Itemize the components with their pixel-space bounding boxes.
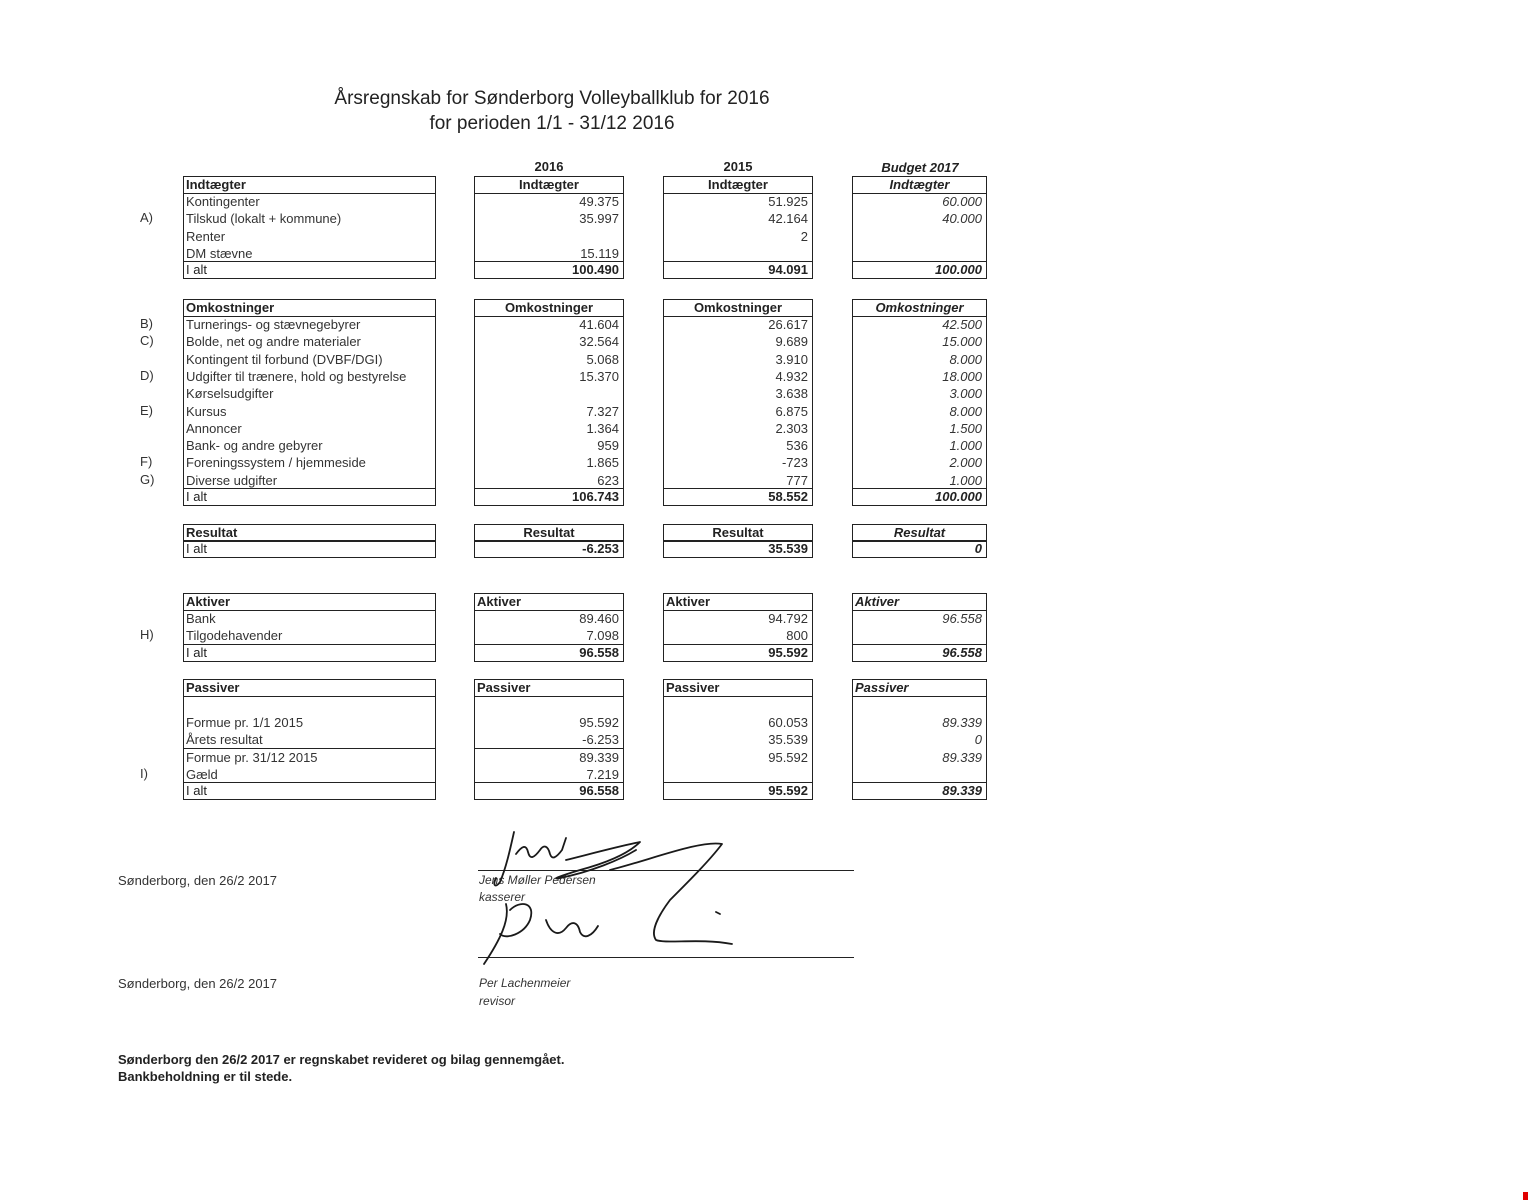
expenses-cell-v2015: 9.689 <box>775 334 808 350</box>
expenses-row-label: Udgifter til trænere, hold og bestyrelse <box>186 368 407 384</box>
liabilities-cell-v2015: 35.539 <box>768 732 808 748</box>
liabilities-cell-v2016: 89.339 <box>579 749 619 765</box>
assets-header: Aktiver <box>475 594 623 611</box>
expenses-total-label: I alt <box>184 488 435 505</box>
result-box-budget <box>852 524 987 558</box>
income-cell-budget <box>853 245 986 262</box>
signature-place-date-treasurer: Sønderborg, den 26/2 2017 <box>118 873 278 888</box>
liabilities-cell-budget: 0 <box>974 732 982 748</box>
income-cell-v2016: 49.375 <box>579 194 619 209</box>
income-cell-budget: 60.000 <box>942 194 982 209</box>
expenses-row-label: Foreningssystem / hjemmeside <box>186 455 366 471</box>
expenses-cell-v2016: 32.564 <box>579 334 619 350</box>
expenses-row-label: Diverse udgifter <box>186 472 278 488</box>
result-header: Resultat <box>664 525 812 542</box>
assets-cell-v2015: 94.792 <box>768 611 808 626</box>
liabilities-box-v2015 <box>663 679 813 800</box>
signature-name-treasurer: Jens Møller Pedersen <box>479 873 596 887</box>
assets-header: Aktiver <box>664 594 812 611</box>
assets-cell-v2015: 800 <box>786 628 808 644</box>
expenses-cell-v2016 <box>475 385 623 402</box>
expenses-cell-budget: 1.000 <box>949 472 982 488</box>
expenses-cell-v2015: 3.638 <box>775 386 808 402</box>
liabilities-row-label: Formue pr. 31/12 2015 <box>186 749 318 765</box>
liabilities-cell-v2015: 95.592 <box>768 749 808 765</box>
expenses-cell-v2015: 2.303 <box>775 420 808 436</box>
result-header: Resultat <box>475 525 623 542</box>
signature-treasurer-strokes <box>494 832 640 885</box>
income-cell-v2015: 51.925 <box>768 194 808 209</box>
income-cell-v2016: 15.119 <box>580 245 619 261</box>
expenses-cell-v2015: -723 <box>781 455 808 471</box>
result-total-budget: 0 <box>853 540 986 557</box>
expenses-total-v2015: 58.552 <box>664 488 812 505</box>
column-header-2016: 2016 <box>534 159 564 174</box>
expenses-row-marker: E) <box>140 402 153 418</box>
liabilities-box-labels <box>183 679 436 800</box>
income-cell-budget <box>853 228 986 245</box>
expenses-cell-v2015: 536 <box>786 438 808 454</box>
expenses-box-budget <box>852 299 987 506</box>
expenses-cell-budget: 1.000 <box>949 438 982 454</box>
signature-role-auditor: revisor <box>479 994 516 1008</box>
income-total-v2016: 100.490 <box>475 261 623 278</box>
expenses-cell-v2015: 777 <box>786 472 808 488</box>
income-box-v2016 <box>474 176 624 279</box>
expenses-cell-v2016: 41.604 <box>579 317 619 332</box>
income-box-budget <box>852 176 987 279</box>
expenses-cell-v2016: 7.327 <box>586 403 619 419</box>
expenses-header: Omkostninger <box>853 300 986 317</box>
assets-box-labels <box>183 593 436 662</box>
assets-cell-v2016: 7.098 <box>586 628 619 644</box>
assets-total-budget: 96.558 <box>853 644 986 661</box>
expenses-cell-budget: 8.000 <box>949 403 982 419</box>
assets-box-v2015 <box>663 593 813 662</box>
assets-cell-budget: 96.558 <box>942 611 982 626</box>
expenses-cell-budget: 1.500 <box>949 420 982 436</box>
income-row-marker: A) <box>140 210 153 226</box>
income-box-v2015 <box>663 176 813 279</box>
liabilities-cell-v2015 <box>664 766 812 783</box>
expenses-cell-v2015: 3.910 <box>775 351 808 367</box>
liabilities-row-label: Formue pr. 1/1 2015 <box>186 715 304 730</box>
expenses-cell-v2016: 1.364 <box>586 420 619 436</box>
liabilities-cell-v2016: 95.592 <box>579 715 619 730</box>
assets-box-v2016 <box>474 593 624 662</box>
assets-cell-budget <box>853 627 986 644</box>
assets-row-label: Bank <box>186 611 216 626</box>
expenses-row-marker: F) <box>140 454 153 470</box>
liabilities-row-marker: I) <box>140 765 148 781</box>
expenses-row-label: Annoncer <box>186 420 242 436</box>
result-total-label: I alt <box>184 540 435 557</box>
liabilities-cell-v2016: -6.253 <box>582 732 619 748</box>
expenses-box-labels <box>183 299 436 506</box>
income-header: Indtægter <box>853 177 986 194</box>
expenses-cell-v2015: 6.875 <box>775 403 808 419</box>
expenses-box-v2015 <box>663 299 813 506</box>
expenses-cell-v2016: 959 <box>597 438 619 454</box>
expenses-cell-budget: 15.000 <box>942 334 982 350</box>
liabilities-cell-budget: 89.339 <box>942 715 982 730</box>
income-total-v2015: 94.091 <box>664 261 812 278</box>
result-box-v2015 <box>663 524 813 558</box>
expenses-cell-v2016: 1.865 <box>586 455 619 471</box>
expenses-total-budget: 100.000 <box>853 488 986 505</box>
liabilities-box-budget <box>852 679 987 800</box>
expenses-row-label: Bank- og andre gebyrer <box>186 438 323 454</box>
document-title: Årsregnskab for Sønderborg Volleyballklub for 2016 <box>334 88 770 109</box>
assets-box-budget <box>852 593 987 662</box>
assets-total-v2015: 95.592 <box>664 644 812 661</box>
result-header: Resultat <box>184 525 435 542</box>
expenses-cell-v2016: 623 <box>597 472 619 488</box>
expenses-box-v2016 <box>474 299 624 506</box>
liabilities-header: Passiver <box>184 680 435 697</box>
liabilities-subtotal-rule <box>475 748 623 749</box>
audit-statement: Sønderborg den 26/2 2017 er regnskabet revideret og bilag gennemgået. <box>118 1052 565 1067</box>
expenses-row-label: Bolde, net og andre materialer <box>186 334 361 350</box>
income-total-budget: 100.000 <box>853 261 986 278</box>
income-cell-v2016: 35.997 <box>579 211 619 227</box>
expenses-row-marker: G) <box>140 471 155 487</box>
liabilities-box-v2016 <box>474 679 624 800</box>
income-row-label: Tilskud (lokalt + kommune) <box>186 211 342 227</box>
income-header: Indtægter <box>184 177 435 194</box>
liabilities-header: Passiver <box>664 680 812 697</box>
income-row-label: Renter <box>186 228 226 244</box>
expenses-cell-v2015: 4.932 <box>775 368 808 384</box>
income-cell-v2016 <box>475 228 623 245</box>
handwritten-signatures <box>470 820 770 970</box>
document-subtitle: for perioden 1/1 - 31/12 2016 <box>429 113 675 134</box>
assets-total-v2016: 96.558 <box>475 644 623 661</box>
income-total-label: I alt <box>184 261 435 278</box>
expenses-row-marker: C) <box>140 333 154 349</box>
liabilities-header: Passiver <box>853 680 986 697</box>
liabilities-cell-v2016: 7.219 <box>586 766 619 782</box>
result-total-v2016: -6.253 <box>475 540 623 557</box>
income-header: Indtægter <box>664 177 812 194</box>
expenses-cell-v2015: 26.617 <box>768 317 808 332</box>
expenses-total-v2016: 106.743 <box>475 488 623 505</box>
expenses-row-marker: D) <box>140 367 154 383</box>
assets-total-label: I alt <box>184 644 435 661</box>
liabilities-row-label: Årets resultat <box>186 732 263 748</box>
income-header: Indtægter <box>475 177 623 194</box>
assets-row-label: Tilgodehavender <box>186 628 283 644</box>
liabilities-total-budget: 89.339 <box>853 782 986 799</box>
result-box-v2016 <box>474 524 624 558</box>
liabilities-total-label: I alt <box>184 782 435 799</box>
income-cell-v2015: 2 <box>800 228 808 244</box>
expenses-cell-budget: 42.500 <box>942 317 982 332</box>
result-total-v2015: 35.539 <box>664 540 812 557</box>
assets-header: Aktiver <box>184 594 435 611</box>
expenses-header: Omkostninger <box>475 300 623 317</box>
expenses-header: Omkostninger <box>664 300 812 317</box>
income-cell-v2015 <box>664 245 812 262</box>
expenses-cell-budget: 3.000 <box>949 386 982 402</box>
expenses-row-label: Turnerings- og stævnegebyrer <box>186 317 361 332</box>
expenses-cell-budget: 2.000 <box>949 455 982 471</box>
liabilities-subtotal-rule <box>184 748 435 749</box>
income-row-label: DM stævne <box>186 245 253 261</box>
income-cell-budget: 40.000 <box>942 211 982 227</box>
income-cell-v2015: 42.164 <box>768 211 808 227</box>
column-header-2015: 2015 <box>723 159 753 174</box>
liabilities-cell-budget: 89.339 <box>942 749 982 765</box>
income-row-label: Kontingenter <box>186 194 260 209</box>
liabilities-total-v2016: 96.558 <box>475 782 623 799</box>
result-box-labels <box>183 524 436 558</box>
expenses-cell-budget: 18.000 <box>942 368 982 384</box>
liabilities-cell-v2015: 60.053 <box>768 715 808 730</box>
liabilities-cell-budget <box>853 766 986 783</box>
signature-name-auditor: Per Lachenmeier <box>479 976 571 990</box>
expenses-cell-v2016: 5.068 <box>586 351 619 367</box>
assets-header: Aktiver <box>853 594 986 611</box>
expenses-row-label: Kursus <box>186 403 227 419</box>
bank-statement: Bankbeholdning er til stede. <box>118 1069 293 1084</box>
signature-place-date-auditor: Sønderborg, den 26/2 2017 <box>118 976 278 991</box>
signature-role-treasurer: kasserer <box>479 890 526 904</box>
assets-cell-v2016: 89.460 <box>579 611 619 626</box>
assets-row-marker: H) <box>140 627 154 643</box>
result-header: Resultat <box>853 525 986 542</box>
column-header-budget-2017: Budget 2017 <box>881 160 959 175</box>
liabilities-total-v2015: 95.592 <box>664 782 812 799</box>
scan-edge-mark <box>1523 1192 1528 1200</box>
expenses-row-label: Kontingent til forbund (DVBF/DGI) <box>186 351 383 367</box>
expenses-cell-budget: 8.000 <box>949 351 982 367</box>
expenses-row-label: Kørselsudgifter <box>186 386 274 402</box>
expenses-cell-v2016: 15.370 <box>579 368 619 384</box>
expenses-row-marker: B) <box>140 316 153 331</box>
liabilities-header: Passiver <box>475 680 623 697</box>
expenses-header: Omkostninger <box>184 300 435 317</box>
income-box-labels <box>183 176 436 279</box>
liabilities-row-label: Gæld <box>186 766 218 782</box>
